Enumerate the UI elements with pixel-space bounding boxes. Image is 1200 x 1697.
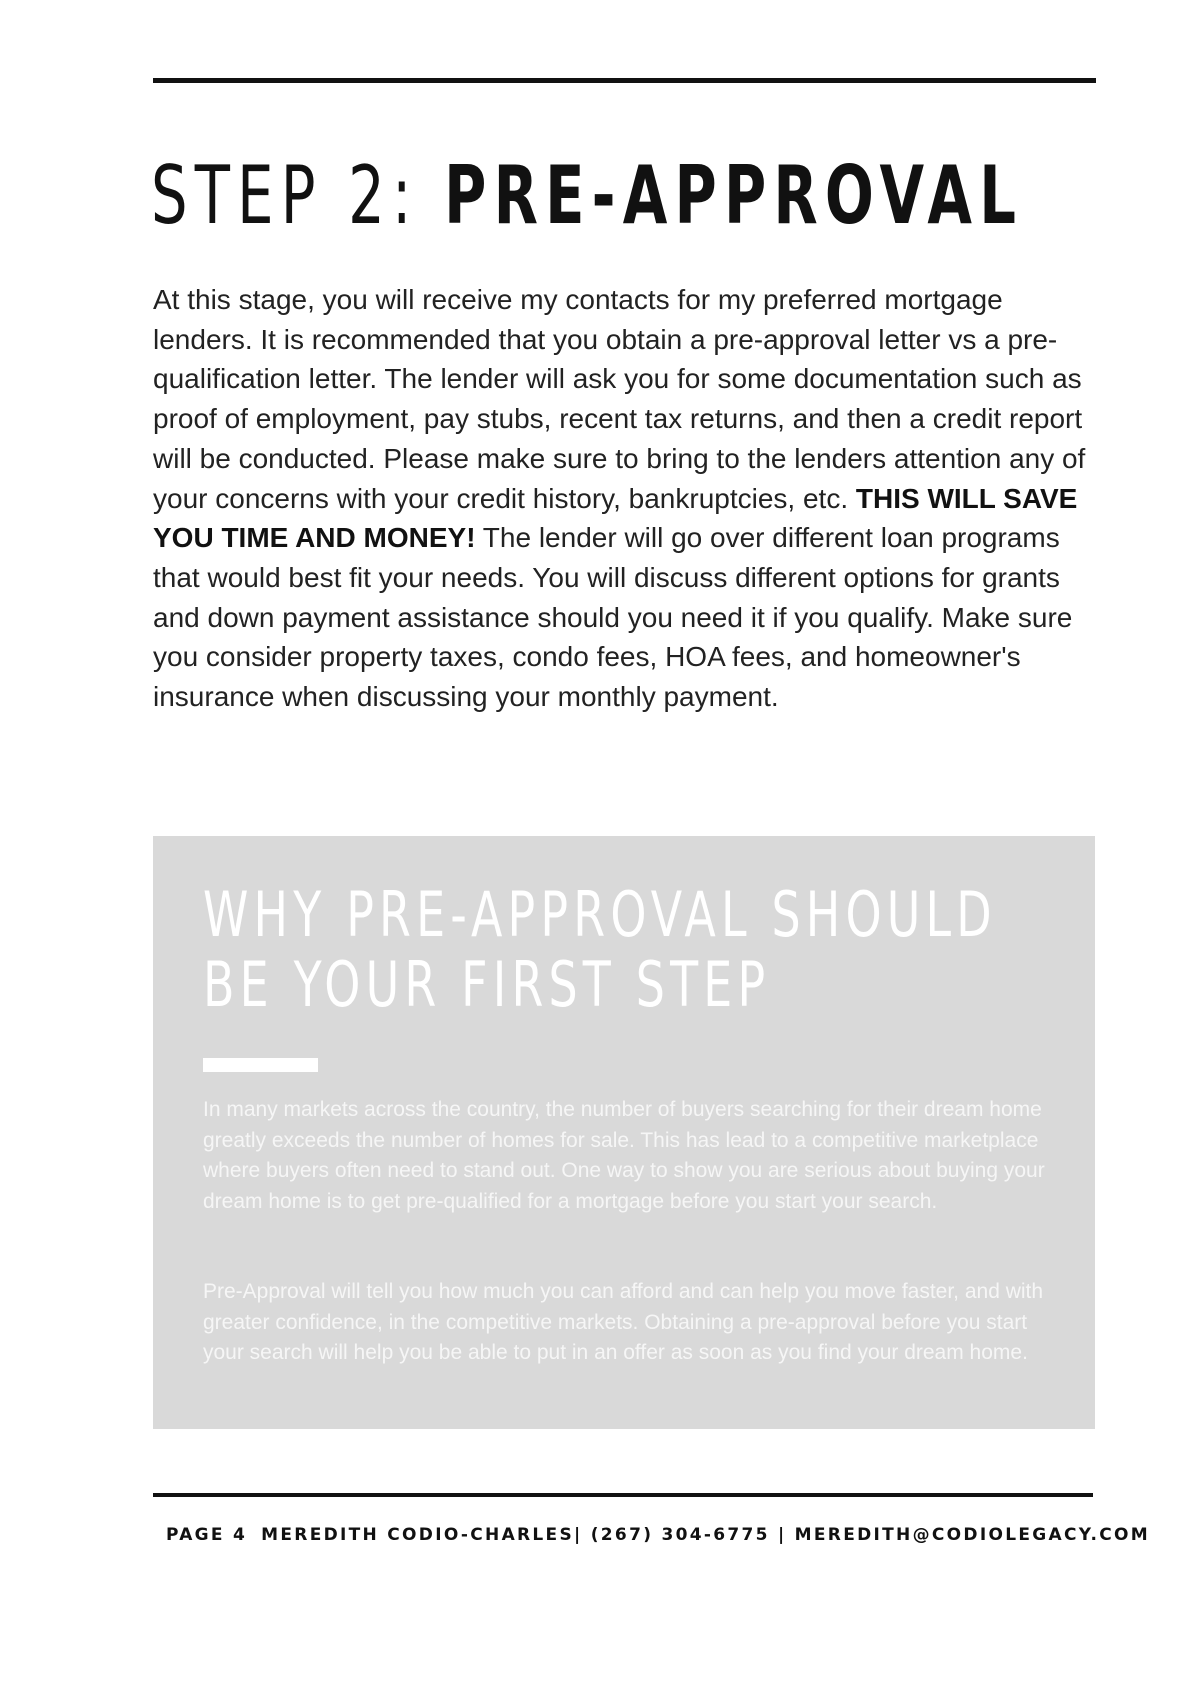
top-divider [153,78,1096,83]
callout-paragraph-2: Pre-Approval will tell you how much you can afford and can help you move faster, and with greater confidence, in the competitive markets. Obtaining a pre-approval before you start your search will help you be able to put in an offer as soon as you find your dream home. [203,1280,1044,1364]
page-number: PAGE 4 [166,1525,248,1545]
callout-accent-bar [203,1058,318,1072]
bottom-divider [153,1493,1093,1497]
body-rest: The lender will go over different loan programs that would best fit your needs. You will discuss different options for grants and down payment assistance should you need it if you qualify. Make sure you consider property taxes, condo fees, HOA fees, and homeowner's insurance when discussing your monthly payment. [153,522,1073,713]
page-footer [166,1525,1150,1545]
page-title [151,148,1023,244]
body-emphasis: THIS WILL SAVE YOU TIME AND MONEY! [153,482,1078,554]
callout-heading-line-2: BE YOUR FIRST STEP [203,948,771,1021]
callout-heading [203,880,997,1020]
callout-heading-line-1: WHY PRE-APPROVAL SHOULD [203,878,997,951]
body-intro: At this stage, you will receive my contacts for my preferred mortgage lenders. It is recommended that you obtain a pre-approval letter vs a pre-qualification letter. The lender will ask you for some documentation such as proof of employment, pay stubs, recent tax returns, and then a credit report will be conducted. Please make sure to bring to the lenders attention any of your concerns with your credit history, bankruptcies, etc. [153,284,1086,514]
footer-contact: MEREDITH CODIO-CHARLES| (267) 304-6775 | MEREDITH@CODIOLEGACY.COM [261,1525,1151,1545]
callout-box [153,836,1095,1429]
page-title-topic: PRE-APPROVAL [444,149,1024,242]
callout-paragraph-1: In many markets across the country, the number of buyers searching for their dream home greatly exceeds the number of homes for sale. This has lead to a competitive marketplace where buyers often need to stand out. One way to show you are serious about buying your dream home is to get pre-qualified for a mortgage before you start your search. [203,1098,1045,1213]
page-title-step: STEP 2: [151,149,445,242]
body-paragraph [153,280,1098,717]
